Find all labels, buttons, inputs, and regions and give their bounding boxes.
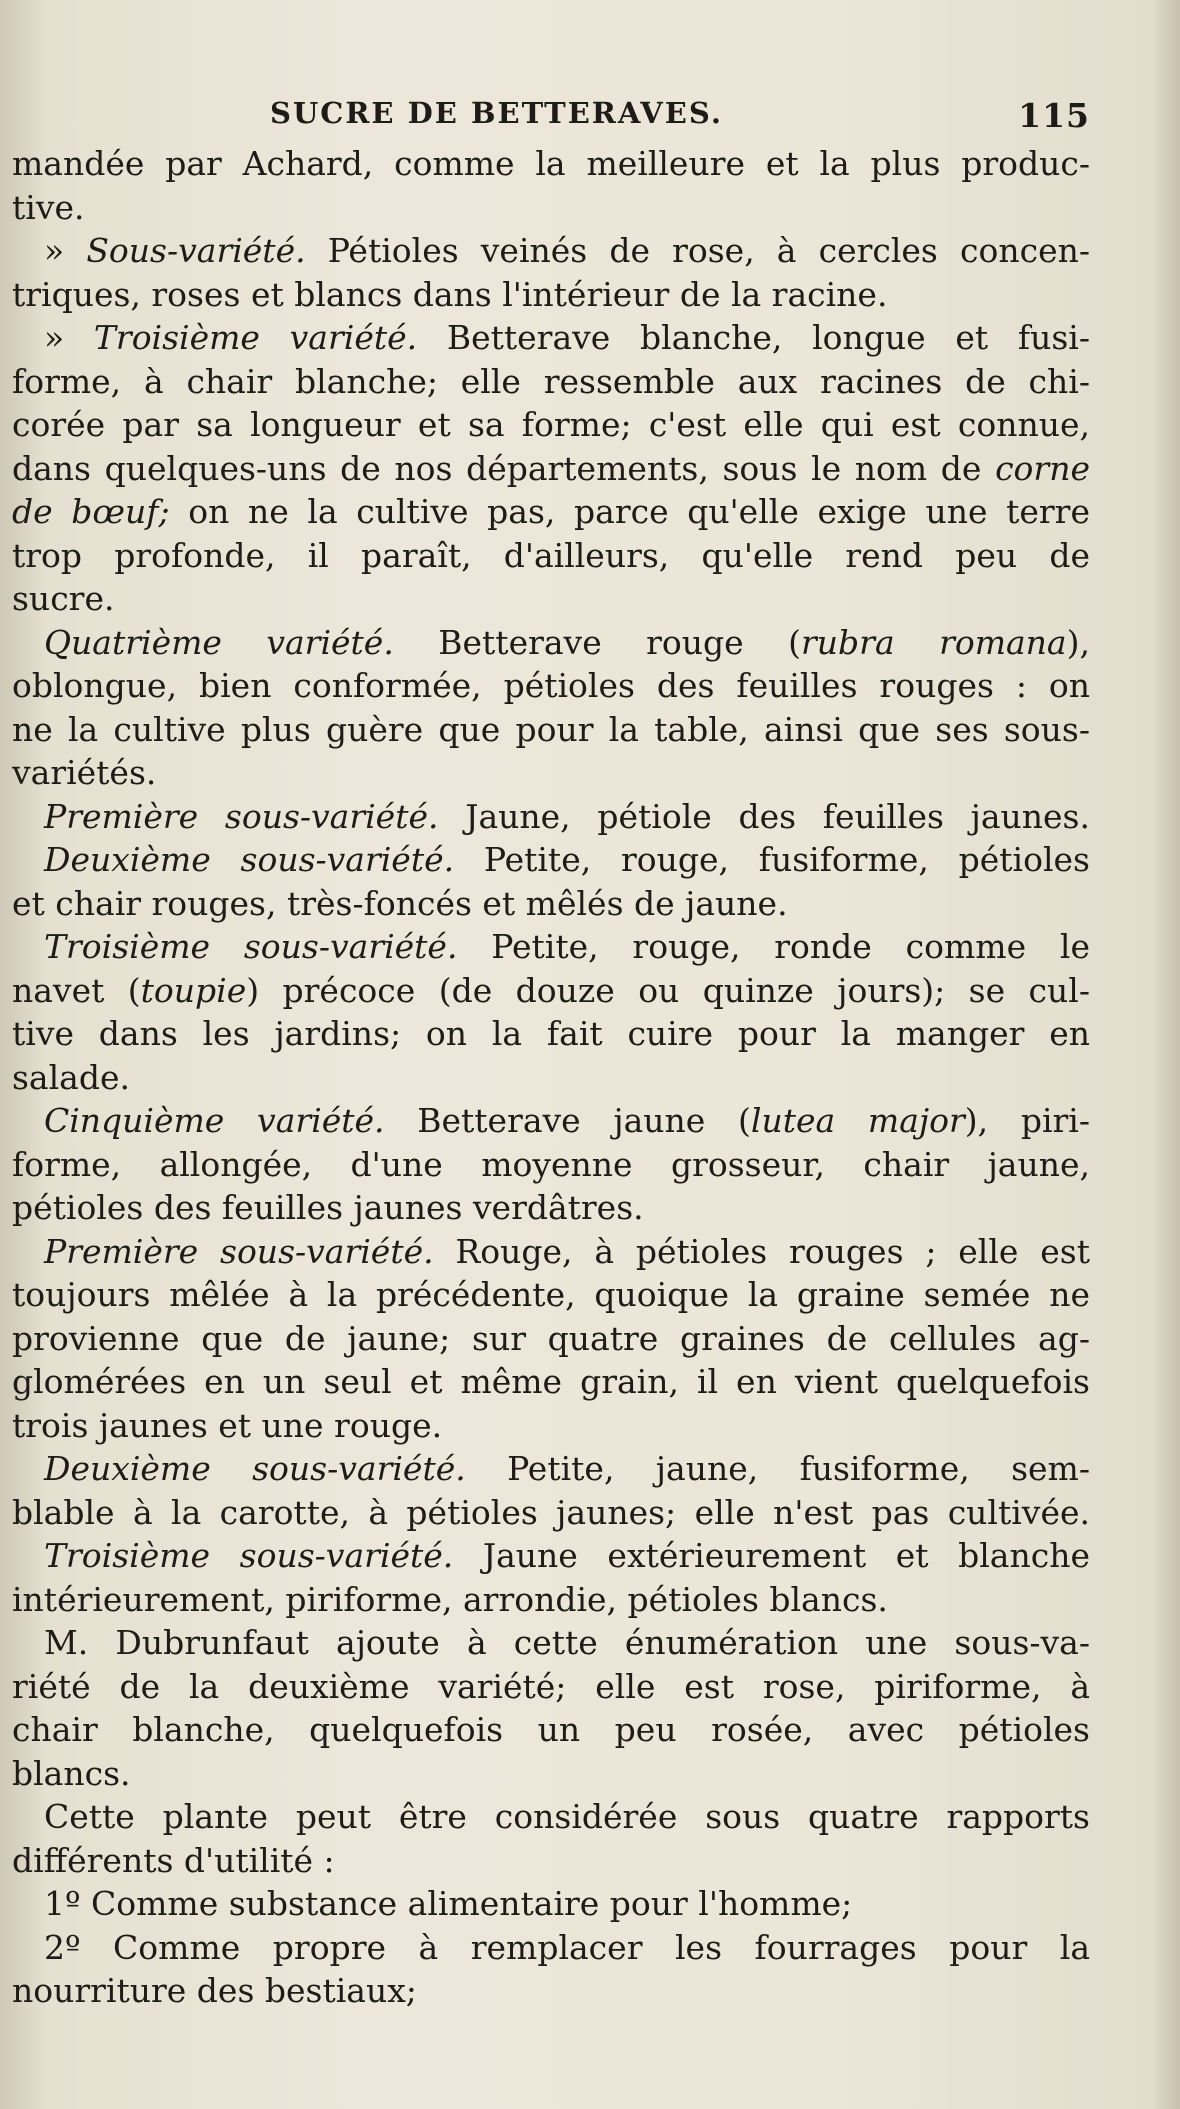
text-run: trop profonde, il paraît, d'ailleurs, qu'elle rend peu de [12,535,1090,575]
text-run: mandée par Achard, comme la meilleure et la plus produc- [12,144,1090,183]
text-run: M. Dubrunfaut ajoute à cette énumération une sous-va- [44,1623,1090,1662]
text-run: chair blanche, quelquefois un peu rosée, avec pétioles [12,1710,1090,1749]
italic-term: Première sous-variété. [44,796,439,836]
text-line [12,1012,1090,1056]
text-run: salade. [12,1057,130,1097]
text-run: ) précoce (de douze ou quinze jours); se cul- [246,970,1090,1010]
text-line [12,360,1090,404]
text-line [12,1882,1090,1926]
text-run: blable à la carotte, à pétioles jaunes; elle n'est pas cultivée. [12,1492,1090,1532]
text-line [12,1795,1090,1839]
text-run: nourriture des bestiaux; [12,1971,417,2010]
italic-term: Cinquième variété. [44,1101,385,1140]
text-line [12,1621,1090,1665]
text-run: Petite, rouge, ronde comme le [457,927,1090,966]
text-line [12,882,1090,926]
text-run: provienne que de jaune; sur quatre graines de cellules ag- [12,1318,1090,1358]
italic-term: toupie [140,970,247,1010]
text-run: et chair rouges, très-foncés et mêlés de jaune. [12,883,788,923]
text-run: ), [1066,622,1090,662]
text-run: Jaune extérieurement et blanche [453,1536,1090,1575]
text-run: » [44,231,87,270]
text-run: tive dans les jardins; on la fait cuire pour la manger en [12,1014,1090,1053]
italic-term: Sous-variété. [86,231,306,270]
text-line [12,1404,1090,1448]
text-line [12,577,1090,621]
text-line [12,1665,1090,1709]
text-line [12,1839,1090,1883]
text-run: toujours mêlée à la précédente, quoique la graine semée ne [12,1275,1090,1314]
text-line [12,490,1090,534]
text-line [12,1447,1090,1491]
text-run: on ne la cultive pas, parce qu'elle exige une terre [169,492,1090,531]
text-line [12,534,1090,578]
text-run: Betterave jaune ( [384,1101,751,1140]
text-line [12,621,1090,665]
text-line [12,1752,1090,1796]
text-run: » [44,318,94,357]
text-line [12,1969,1090,2013]
text-run: Betterave blanche, longue et fusi- [417,318,1090,357]
text-line [12,664,1090,708]
text-run: trois jaunes et une rouge. [12,1405,443,1445]
text-run: Petite, rouge, fusiforme, pétioles [454,840,1090,879]
text-run: 2º Comme propre à remplacer les fourrages pour la [44,1927,1090,1967]
text-line [12,969,1090,1013]
text-line [12,1708,1090,1752]
text-run: Betterave rouge ( [393,622,802,662]
text-line [12,316,1090,360]
text-line [12,1926,1090,1970]
italic-term: corne [995,448,1090,488]
text-run: ), piri- [964,1101,1090,1140]
text-line [12,751,1090,795]
text-line [12,1186,1090,1230]
text-line [12,795,1090,839]
text-run: corée par sa longueur et sa forme; c'est elle qui est connue, [12,405,1090,444]
text-line [12,1056,1090,1100]
text-line [12,1273,1090,1317]
text-run: dans quelques-uns de nos départements, sous le nom de [12,448,996,488]
text-line [12,708,1090,752]
text-line [12,1099,1090,1143]
italic-term: Quatrième variété. [44,622,394,662]
italic-term: Deuxième sous-variété. [44,840,455,879]
text-run: différents d'utilité : [12,1840,335,1880]
text-line [12,1360,1090,1404]
italic-term: rubra romana [801,622,1067,662]
text-run: ne la cultive plus guère que pour la table, ainsi que ses sous- [12,709,1090,749]
page-number: 115 [1018,96,1090,135]
text-run: sucre. [12,579,115,618]
text-line [12,403,1090,447]
italic-term: Première sous-variété. [44,1231,434,1271]
text-run: variétés. [12,753,157,792]
text-run: intérieurement, piriforme, arrondie, pétioles blancs. [12,1579,888,1619]
text-run: oblongue, bien conformée, pétioles des feuilles rouges : on [12,666,1090,705]
italic-term: Troisième variété. [93,318,418,357]
running-title: SUCRE DE BETTERAVES. [270,96,723,130]
text-line [12,273,1090,317]
text-run: Petite, jaune, fusiforme, sem- [465,1449,1090,1488]
text-run: forme, à chair blanche; elle ressemble aux racines de chi- [12,361,1090,401]
italic-term: Deuxième sous-variété. [44,1449,466,1488]
text-run: blancs. [12,1753,131,1793]
text-line [12,447,1090,491]
text-run: Cette plante peut être considérée sous quatre rapports [44,1797,1090,1836]
text-line [12,1534,1090,1578]
text-run: triques, roses et blancs dans l'intérieur de la racine. [12,274,888,314]
text-line [12,1317,1090,1361]
text-line [12,1491,1090,1535]
text-run: 1º Comme substance alimentaire pour l'homme; [44,1884,853,1923]
italic-term: Troisième sous-variété. [44,927,458,966]
text-line [12,925,1090,969]
text-line [12,1578,1090,1622]
italic-term: lutea major [750,1101,965,1140]
text-run: Pétioles veinés de rose, à cercles concen- [305,231,1090,270]
text-run: Rouge, à pétioles rouges ; elle est [433,1231,1090,1271]
text-run: Jaune, pétiole des feuilles jaunes. [438,796,1090,836]
text-line [12,838,1090,882]
italic-term: de bœuf; [12,492,170,531]
text-run: pétioles des feuilles jaunes verdâtres. [12,1188,644,1227]
page-body-text [12,142,1090,2013]
page-header [270,96,1090,136]
text-line [12,186,1090,230]
text-run: riété de la deuxième variété; elle est rose, piriforme, à [12,1666,1090,1706]
text-line [12,142,1090,186]
text-run: forme, allongée, d'une moyenne grosseur, chair jaune, [12,1144,1090,1184]
text-line [12,229,1090,273]
text-line [12,1230,1090,1274]
text-run: tive. [12,187,85,227]
text-run: navet ( [12,970,141,1010]
text-run: glomérées en un seul et même grain, il en vient quelquefois [12,1362,1090,1401]
italic-term: Troisième sous-variété. [44,1536,454,1575]
text-line [12,1143,1090,1187]
